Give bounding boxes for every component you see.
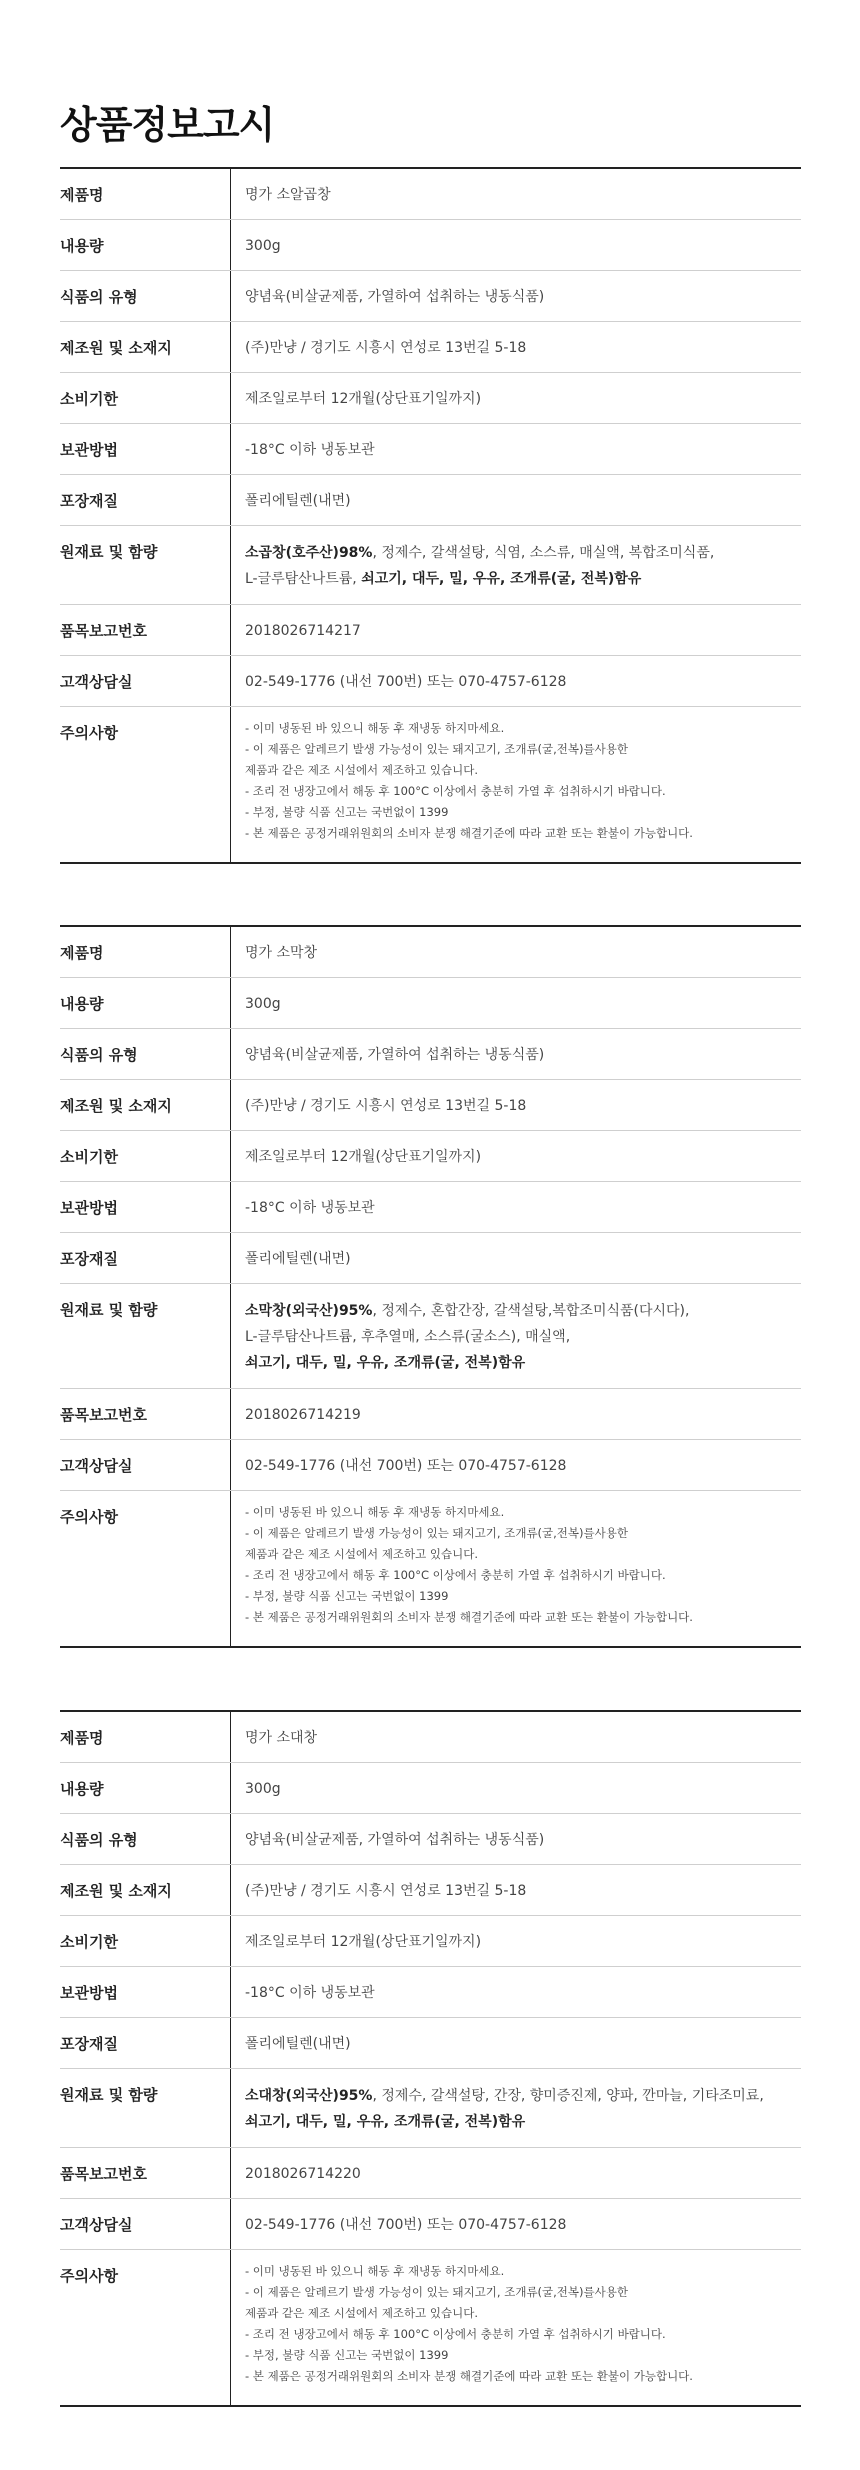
row-label: 포장재질 <box>60 1233 231 1284</box>
row-label: 소비기한 <box>60 1131 231 1182</box>
caution-line: - 이 제품은 알레르기 발생 가능성이 있는 돼지고기, 조개류(굴,전복)를사용한 <box>245 2285 628 2299</box>
ingredients-text: , 정제수, 갈색설탕, 간장, 향미증진제, 양파, 깐마늘, 기타조미료, <box>372 2088 764 2104</box>
info-row-cs <box>60 656 801 707</box>
row-label: 고객상담실 <box>60 656 231 707</box>
row-value: 02-549-1776 (내선 700번) 또는 070-4757-6128 <box>231 2199 802 2250</box>
info-row-cs <box>60 2199 801 2250</box>
ingredients-line <box>245 2109 801 2135</box>
info-row-storage <box>60 1182 801 1233</box>
row-label: 주의사항 <box>60 2250 231 2407</box>
row-value <box>231 1491 802 1648</box>
caution-line: - 조리 전 냉장고에서 해동 후 100°C 이상에서 충분히 가열 후 섭취하시기 바랍니다. <box>245 1568 666 1582</box>
info-row-maker <box>60 322 801 373</box>
row-label: 원재료 및 함량 <box>60 1284 231 1389</box>
info-row-ingredients <box>60 1284 801 1389</box>
ingredients-highlight: 쇠고기, 대두, 밀, 우유, 조개류(굴, 전복)함유 <box>361 571 642 587</box>
row-label: 포장재질 <box>60 475 231 526</box>
ingredients-line <box>245 540 801 566</box>
row-value <box>231 2250 802 2407</box>
caution-line: - 본 제품은 공정거래위원회의 소비자 분쟁 해결기준에 따라 교환 또는 환불이 가능합니다. <box>245 826 693 840</box>
row-value <box>231 1284 802 1389</box>
ingredients-text: L-글루탐산나트륨, 후추열매, 소스류(굴소스), 매실액, <box>245 1329 571 1345</box>
info-row-expiry <box>60 1131 801 1182</box>
row-label: 보관방법 <box>60 1182 231 1233</box>
info-row-packaging <box>60 475 801 526</box>
info-row-cs <box>60 1440 801 1491</box>
ingredients-text: L-글루탐산나트륨, <box>245 571 362 587</box>
row-value <box>231 707 802 864</box>
ingredients-highlight: 소대창(외국산)95% <box>245 2088 373 2104</box>
row-value: (주)만냥 / 경기도 시흥시 연성로 13번길 5-18 <box>231 322 802 373</box>
row-value: 명가 소막창 <box>231 926 802 978</box>
caution-line: - 본 제품은 공정거래위원회의 소비자 분쟁 해결기준에 따라 교환 또는 환불이 가능합니다. <box>245 2369 693 2383</box>
info-row-caution <box>60 1491 801 1648</box>
row-label: 고객상담실 <box>60 1440 231 1491</box>
caution-line: - 조리 전 냉장고에서 해동 후 100°C 이상에서 충분히 가열 후 섭취하시기 바랍니다. <box>245 784 666 798</box>
info-row-report-no <box>60 2148 801 2199</box>
row-label: 식품의 유형 <box>60 1814 231 1865</box>
caution-line: - 조리 전 냉장고에서 해동 후 100°C 이상에서 충분히 가열 후 섭취하시기 바랍니다. <box>245 2327 666 2341</box>
row-value: 명가 소대창 <box>231 1711 802 1763</box>
row-value: 02-549-1776 (내선 700번) 또는 070-4757-6128 <box>231 1440 802 1491</box>
info-row-caution <box>60 2250 801 2407</box>
row-label: 제조원 및 소재지 <box>60 1080 231 1131</box>
row-label: 품목보고번호 <box>60 605 231 656</box>
row-value: 300g <box>231 220 802 271</box>
row-label: 제품명 <box>60 926 231 978</box>
row-value: 제조일로부터 12개월(상단표기일까지) <box>231 1916 802 1967</box>
info-row-type <box>60 271 801 322</box>
caution-line: - 부정, 불량 식품 신고는 국번없이 1399 <box>245 1589 449 1603</box>
product-info-table <box>60 167 801 864</box>
row-value: 300g <box>231 1763 802 1814</box>
row-label: 제품명 <box>60 1711 231 1763</box>
row-value: (주)만냥 / 경기도 시흥시 연성로 13번길 5-18 <box>231 1865 802 1916</box>
row-value: 폴리에틸렌(내면) <box>231 1233 802 1284</box>
row-label: 고객상담실 <box>60 2199 231 2250</box>
row-label: 제조원 및 소재지 <box>60 322 231 373</box>
row-value: -18°C 이하 냉동보관 <box>231 1182 802 1233</box>
info-row-type <box>60 1029 801 1080</box>
row-value: 제조일로부터 12개월(상단표기일까지) <box>231 373 802 424</box>
ingredients-text: , 정제수, 혼합간장, 갈색설탕,복합조미식품(다시다), <box>372 1303 690 1319</box>
info-row-ingredients <box>60 526 801 605</box>
row-value: 300g <box>231 978 802 1029</box>
caution-line: 제품과 같은 제조 시설에서 제조하고 있습니다. <box>245 1547 479 1561</box>
ingredients-highlight: 쇠고기, 대두, 밀, 우유, 조개류(굴, 전복)함유 <box>245 1355 526 1371</box>
row-label: 내용량 <box>60 978 231 1029</box>
row-value: -18°C 이하 냉동보관 <box>231 1967 802 2018</box>
row-value: -18°C 이하 냉동보관 <box>231 424 802 475</box>
page-title: 상품정보고시 <box>60 103 275 147</box>
row-value: 양념육(비살균제품, 가열하여 섭취하는 냉동식품) <box>231 1814 802 1865</box>
row-value: (주)만냥 / 경기도 시흥시 연성로 13번길 5-18 <box>231 1080 802 1131</box>
row-label: 원재료 및 함량 <box>60 526 231 605</box>
caution-line: - 이 제품은 알레르기 발생 가능성이 있는 돼지고기, 조개류(굴,전복)를사용한 <box>245 1526 628 1540</box>
row-label: 원재료 및 함량 <box>60 2069 231 2148</box>
caution-line: - 부정, 불량 식품 신고는 국번없이 1399 <box>245 2348 449 2362</box>
row-value: 폴리에틸렌(내면) <box>231 2018 802 2069</box>
row-value: 02-549-1776 (내선 700번) 또는 070-4757-6128 <box>231 656 802 707</box>
info-row-maker <box>60 1080 801 1131</box>
info-row-ingredients <box>60 2069 801 2148</box>
ingredients-highlight: 쇠고기, 대두, 밀, 우유, 조개류(굴, 전복)함유 <box>245 2114 526 2130</box>
row-value: 양념육(비살균제품, 가열하여 섭취하는 냉동식품) <box>231 271 802 322</box>
row-value: 폴리에틸렌(내면) <box>231 475 802 526</box>
info-row-expiry <box>60 373 801 424</box>
info-row-caution <box>60 707 801 864</box>
info-row-type <box>60 1814 801 1865</box>
info-row-name <box>60 1711 801 1763</box>
caution-line: 제품과 같은 제조 시설에서 제조하고 있습니다. <box>245 2306 479 2320</box>
info-row-volume <box>60 978 801 1029</box>
info-row-volume <box>60 1763 801 1814</box>
ingredients-highlight: 소곱창(호주산)98% <box>245 545 373 561</box>
row-label: 품목보고번호 <box>60 2148 231 2199</box>
caution-line: - 이미 냉동된 바 있으니 해동 후 재냉동 하지마세요. <box>245 1505 505 1519</box>
ingredients-highlight: 소막창(외국산)95% <box>245 1303 373 1319</box>
caution-line: - 이 제품은 알레르기 발생 가능성이 있는 돼지고기, 조개류(굴,전복)를사용한 <box>245 742 628 756</box>
info-row-name <box>60 926 801 978</box>
info-row-packaging <box>60 2018 801 2069</box>
row-label: 내용량 <box>60 220 231 271</box>
caution-line: - 이미 냉동된 바 있으니 해동 후 재냉동 하지마세요. <box>245 721 505 735</box>
row-label: 보관방법 <box>60 424 231 475</box>
caution-line: - 부정, 불량 식품 신고는 국번없이 1399 <box>245 805 449 819</box>
caution-line: - 본 제품은 공정거래위원회의 소비자 분쟁 해결기준에 따라 교환 또는 환불이 가능합니다. <box>245 1610 693 1624</box>
row-label: 소비기한 <box>60 373 231 424</box>
row-label: 소비기한 <box>60 1916 231 1967</box>
info-row-report-no <box>60 1389 801 1440</box>
caution-line: 제품과 같은 제조 시설에서 제조하고 있습니다. <box>245 763 479 777</box>
ingredients-line <box>245 2083 801 2109</box>
row-label: 식품의 유형 <box>60 1029 231 1080</box>
row-label: 포장재질 <box>60 2018 231 2069</box>
row-value: 2018026714220 <box>231 2148 802 2199</box>
row-label: 주의사항 <box>60 707 231 864</box>
row-label: 제조원 및 소재지 <box>60 1865 231 1916</box>
row-label: 품목보고번호 <box>60 1389 231 1440</box>
ingredients-line <box>245 1298 801 1324</box>
product-info-table <box>60 925 801 1648</box>
info-row-packaging <box>60 1233 801 1284</box>
row-value: 명가 소알곱창 <box>231 168 802 220</box>
row-label: 식품의 유형 <box>60 271 231 322</box>
product-info-table <box>60 1710 801 2407</box>
ingredients-line <box>245 566 801 592</box>
info-row-name <box>60 168 801 220</box>
row-label: 제품명 <box>60 168 231 220</box>
row-label: 내용량 <box>60 1763 231 1814</box>
row-value: 제조일로부터 12개월(상단표기일까지) <box>231 1131 802 1182</box>
info-row-report-no <box>60 605 801 656</box>
row-value <box>231 526 802 605</box>
row-label: 주의사항 <box>60 1491 231 1648</box>
info-row-storage <box>60 424 801 475</box>
row-value <box>231 2069 802 2148</box>
info-row-volume <box>60 220 801 271</box>
ingredients-line <box>245 1350 801 1376</box>
info-row-maker <box>60 1865 801 1916</box>
row-value: 양념육(비살균제품, 가열하여 섭취하는 냉동식품) <box>231 1029 802 1080</box>
ingredients-text: , 정제수, 갈색설탕, 식염, 소스류, 매실액, 복합조미식품, <box>372 545 715 561</box>
row-label: 보관방법 <box>60 1967 231 2018</box>
info-row-expiry <box>60 1916 801 1967</box>
row-value: 2018026714217 <box>231 605 802 656</box>
info-row-storage <box>60 1967 801 2018</box>
row-value: 2018026714219 <box>231 1389 802 1440</box>
ingredients-line <box>245 1324 801 1350</box>
caution-line: - 이미 냉동된 바 있으니 해동 후 재냉동 하지마세요. <box>245 2264 505 2278</box>
